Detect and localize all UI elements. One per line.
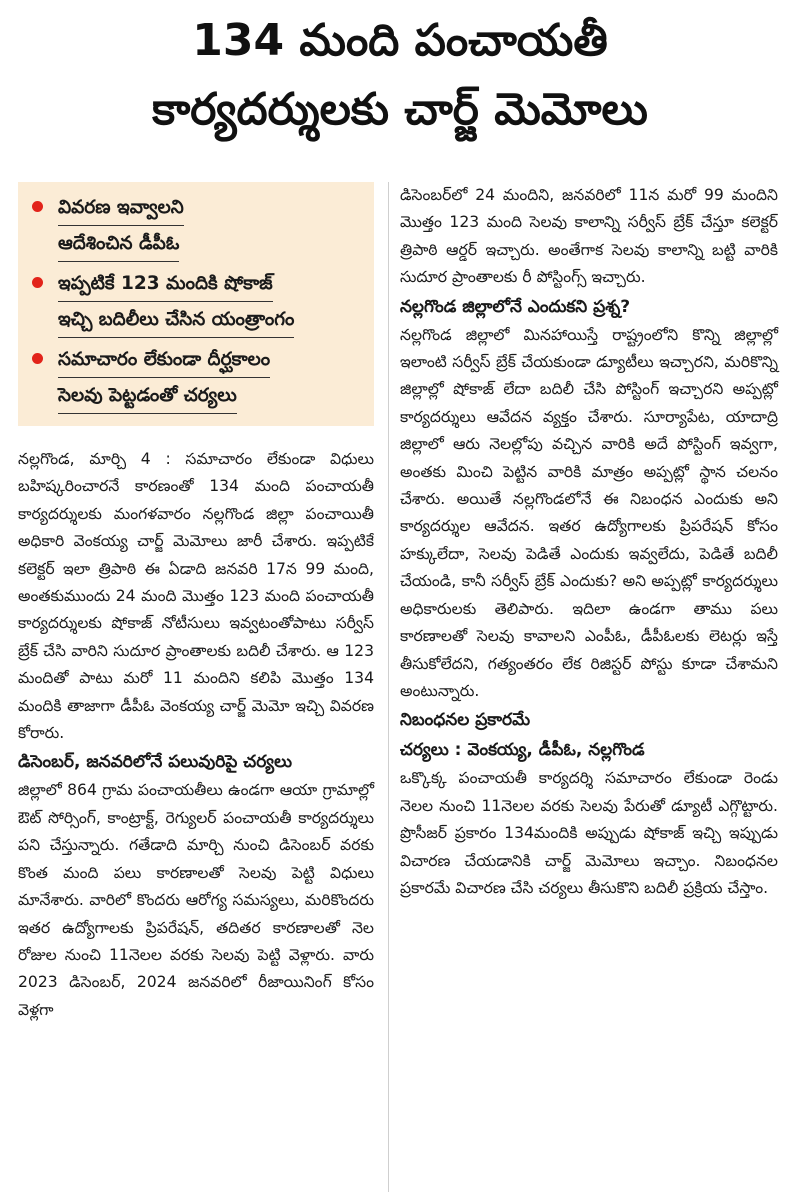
- right-paragraph-3: ఒక్కొక్క పంచాయతీ కార్యదర్శి సమాచారం లేకుండా రెండు నెలల నుంచి 11నెలల వరకు సెలవు పేరుతో డ్యూటీ ఎగ్గొట్టారు. ప్రొసీజర్ ప్రకారం 134మందికి అప్పుడు షోకాజ్ ఇచ్చి ఇప్పుడు విచారణ చేయడానికి చార్జ్ మెమోలు ఇచ్చాం. నిబంధనల ప్రకారమే విచారణ చేసి చర్యలు తీసుకొని బదిలీ ప్రక్రియ చేస్తాం.: [400, 769, 778, 897]
- headline-line-1: 134 మంది పంచాయతీ: [192, 15, 608, 66]
- left-subheading-1: డిసెంబర్, జనవరిలోనే పలువురిపై చర్యలు: [18, 752, 293, 773]
- headline-line-2: కార్యదర్శులకు చార్జ్ మెమోలు: [152, 84, 648, 135]
- highlights-box: [18, 182, 374, 426]
- highlight-item: [32, 342, 364, 414]
- headline: [0, 8, 800, 146]
- left-column: [18, 446, 374, 1024]
- right-column: [400, 182, 778, 902]
- right-paragraph-2: నల్లగొండ జిల్లాలో మినహాయిస్తే రాష్ట్రంలోని కొన్ని జిల్లాల్లో ఇలాంటి సర్వీస్ బ్రేక్ చేయకుండా డ్యూటీలు ఇచ్చారని, మరికొన్ని జిల్లాల్లో షోకాజ్ లేదా బదిలీ చేసి పోస్టింగ్ ఇచ్చారని అప్పట్లో కార్యదర్శులు ఆవేదన వ్యక్తం చేశారు. సూర్యాపేట, యాదాద్రి జిల్లాలో ఆరు నెలల్లోపు వచ్చిన వారికి అదే పోస్టింగ్ ఇవ్వగా, అంతకు మించి పెట్టిన వారికి మాత్రం అప్పట్లో స్థాన చలనం చేశారు. అయితే నల్లగొండలోనే ఈ నిబంధన ఎందుకు అని కార్యదర్శుల ఆవేదన. ఇతర ఉద్యోగాలకు ప్రిపరేషన్ కోసం హక్కులేదా, సెలవు పెడితే ఎందుకు ఇవ్వలేదు, పెడితే బదిలీ చేయండి, కానీ సర్వీస్ బ్రేక్ ఎందుకు? అని అప్పట్లో కార్యదర్శులు అధికారులకు తెలిపారు. ఇదిలా ఉండగా తాము పలు కారణాలతో సెలవు కావాలని ఎంపీఓ, డీపీఓలకు లెటర్లు ఇస్తే తీసుకోలేదని, గత్యంతరం లేక రిజిస్టర్ పోస్టు కూడా చేశామని అంటున్నారు.: [400, 325, 778, 700]
- highlight-line: వివరణ ఇవ్వాలని: [58, 190, 184, 226]
- column-divider: [388, 182, 389, 1192]
- highlight-line: సమాచారం లేకుండా దీర్ఘకాలం: [58, 342, 270, 378]
- highlight-line: ఇచ్చి బదిలీలు చేసిన యంత్రాంగం: [58, 302, 294, 338]
- highlight-line: ఇప్పటికే 123 మందికి షోకాజ్: [58, 266, 273, 302]
- right-subheading-2: నిబంధనల ప్రకారమే: [400, 710, 531, 731]
- right-subheading-3: చర్యలు : వెంకయ్య, డీపీఓ, నల్లగొండ: [400, 740, 645, 761]
- left-paragraph-1: నల్లగొండ, మార్చి 4 : సమాచారం లేకుండా విధులు బహిష్కరించారనే కారణంతో 134 మంది పంచాయతీ కార్యదర్శులకు మంగళవారం నల్లగొండ జిల్లా పంచాయితీ అధికారి వెంకయ్య చార్జ్ మెమోలు జారీ చేశారు. ఇప్పటికే కలెక్టర్ ఇలా త్రిపాఠి ఈ ఏడాది జనవరి 17న 99 మంది, అంతకుముందు 24 మంది మొత్తం 123 మంది పంచాయతీ కార్యదర్శులకు షోకాజ్ నోటీసులు ఇవ్వటంతోపాటు సర్వీస్ బ్రేక్ చేసి వారిని సుదూర ప్రాంతాలకు బదిలీ చేశారు. ఆ 123 మందితో పాటు మరో 11 మందిని కలిపి మొత్తం 134 మందికి తాజాగా డీపీఓ వెంకయ్య చార్జ్ మెమో ఇచ్చి వివరణ కోరారు.: [18, 450, 374, 743]
- right-paragraph-1: డిసెంబర్‌లో 24 మందిని, జనవరిలో 11న మరో 99 మందిని మొత్తం 123 మంది సెలవు కాలాన్ని సర్వీస్ బ్రేక్ చేస్తూ కలెక్టర్ త్రిపాఠి ఆర్డర్ ఇచ్చారు. అంతేగాక సెలవు కాలాన్ని బట్టి వారికి సుదూర ప్రాంతాలకు రీ పోస్టింగ్స్ ఇచ్చారు.: [400, 186, 778, 287]
- highlight-item: [32, 266, 364, 338]
- highlight-line: ఆదేశించిన డీపీఓ: [58, 226, 179, 262]
- bullet-icon: [32, 201, 43, 212]
- bullet-icon: [32, 353, 43, 364]
- bullet-icon: [32, 277, 43, 288]
- right-subheading-1: నల్లగొండ జిల్లాలోనే ఎందుకని ప్రశ్న?: [400, 296, 631, 317]
- left-paragraph-2: జిల్లాలో 864 గ్రామ పంచాయతీలు ఉండగా ఆయా గ్రామాల్లో ఔట్ సోర్సింగ్, కాంట్రాక్ట్, రెగ్యులర్ పంచాయతీ కార్యదర్శులు పని చేస్తున్నారు. గతేడాది మార్చి నుంచి డిసెంబర్ వరకు కొంత మంది పలు కారణాలతో సెలవు పెట్టి విధులు మానేశారు. వారిలో కొందరు ఆరోగ్య సమస్యలు, మరికొందరు ఇతర ఉద్యోగాలకు ప్రిపరేషన్, తదితర కారణాలతో నెల రోజుల నుంచి 11నెలల వరకు సెలవు పెట్టి వెళ్లారు. వారు 2023 డిసెంబర్, 2024 జనవరిలో రీజాయినింగ్ కోసం వెళ్లగా: [18, 781, 374, 1019]
- highlight-item: [32, 190, 364, 262]
- highlight-line: సెలవు పెట్టడంతో చర్యలు: [58, 378, 237, 414]
